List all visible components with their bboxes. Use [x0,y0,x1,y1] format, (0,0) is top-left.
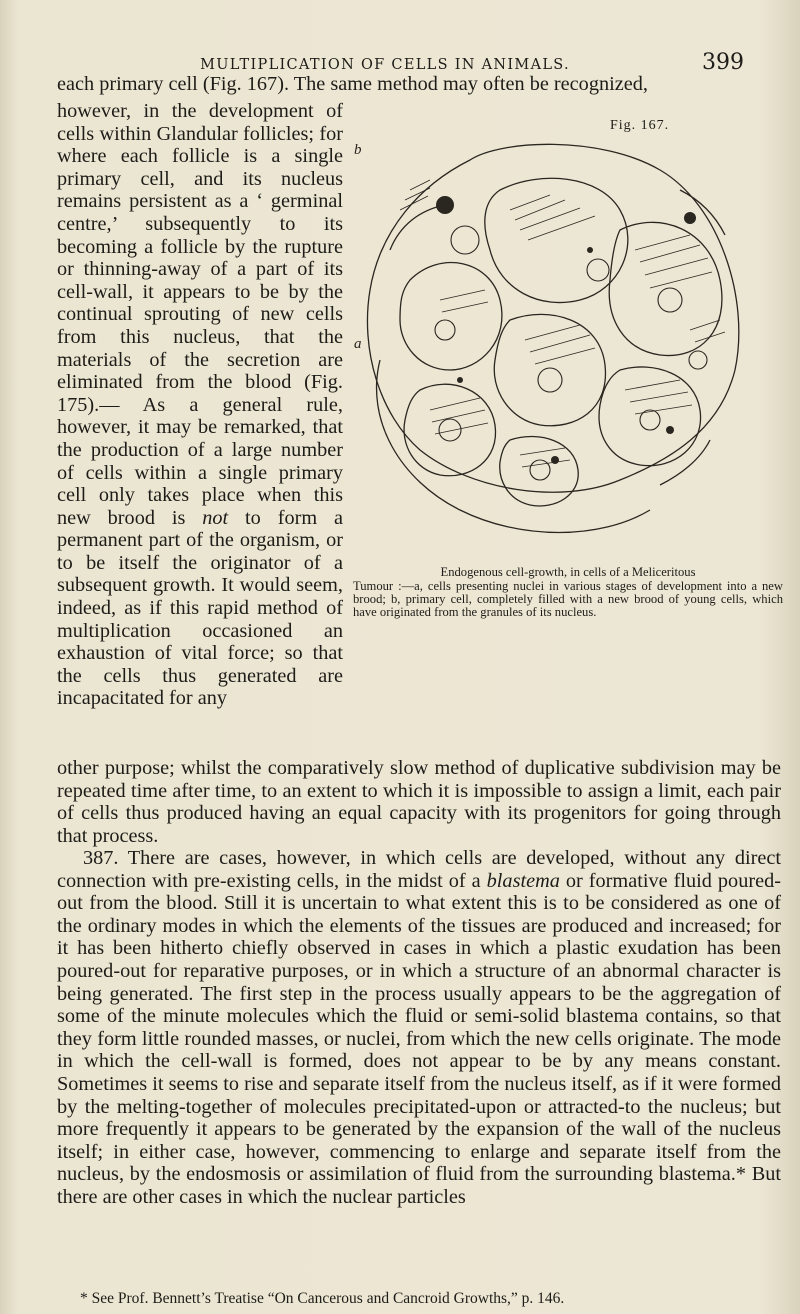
page-number: 399 [702,50,744,75]
left-column-text [57,100,343,710]
figure-letter-b: b [354,142,362,158]
figure-label: Fig. 167. [610,118,670,133]
figure-letter-a: a [354,336,362,352]
inner-cell-5 [599,367,700,466]
paragraph-387 [57,847,781,1209]
paragraph-387-rest: or formative fluid poured-out from the blood. Still it is uncertain to what extent this is to be considered as one of the ordinary modes in which the elements of the tissues are produced and increased; for it has been hitherto chiefly observed in cases in which a plastic exudation has been poured-out for reparative purposes, or in which a structure of an abnormal character is being generated. The first step in the process usually appears to be the aggregation of some of the minute molecules which the fluid or semi-solid blastema contains, so that they form little rounded masses, or nuclei, from which the new cells originate. The mode in which the cell-wall is formed, does not appear to be by any means constant. Sometimes it seems to rise and separate itself from the nucleus itself, as if it were formed by the melting-together of molecules precipitated-upon or attracted-to the nucleus; but more frequently it appears to be generated by the expansion of the wall of the nucleus itself; in either case, however, commencing to enlarge and separate itself from the nucleus, by the endosmosis or assimilation of fluid from the surrounding blastema.* But there are other cases in which the nuclear particles [57,869,781,1208]
emphasis-blastema: blastema [486,869,560,892]
left-column-tail: to form a permanent part of the organism, or to be itself the originator of a subsequent growth. It would seem, indeed, as if this rapid method of multiplication occasioned an exhaustion of vital force; so that the cells thus generated are incapacitated for any [57,506,343,710]
caption-title: Endogenous cell-growth, in cells of a Meliceritous [440,565,696,579]
paragraph-387-start: 387. There are cases, however, in which cells are developed, without any direct connection with pre-existing cells, in the midst of a [57,847,781,892]
paragraph-continued: other purpose; whilst the comparatively slow method of duplicative subdivision may be repeated time after time, to an extent to which it is impossible to assign a limit, each pair of cells thus produced having an equal capacity with its progenitors for going through that process. [57,757,781,847]
cell-illustration [350,130,790,570]
inner-cell-6 [404,384,496,476]
inner-cell-1 [485,178,628,302]
caption-body: Tumour :—a, cells presenting nuclei in various stages of development into a new brood; b, primary cell, completely filled with a new brood of young cells, which have originated from the granules of its nucleus. [353,579,783,619]
outer-cell-lower [377,360,650,533]
emphasis-not: not [202,506,229,529]
inner-cell-7 [500,437,578,506]
footnote: * See Prof. Bennett’s Treatise “On Cancerous and Cancroid Growths,” p. 146. [80,1290,565,1307]
body-first-line: each primary cell (Fig. 167). The same method may often be recognized, [57,73,648,95]
figure-caption [353,566,783,619]
running-title: MULTIPLICATION OF CELLS IN ANIMALS. [200,57,570,73]
inner-cell-4 [494,314,605,425]
left-column-main: however, in the development of cells within Glandular follicles; for where each follicle is a single primary cell, and its nucleus remains persistent as a ‘ germinal centre,’ subsequently to its becoming a follicle by the rupture or thinning-away of a part of its cell-wall, it appears to be by the continual sprouting of new cells from this nucleus, that the materials of the secretion are eliminated from the blood (Fig. 175).— As a general rule, however, it may be remarked, that the production of a large number of cells within a single primary cell only takes place when this new brood is [57,100,343,529]
inner-cell-3 [400,263,502,370]
